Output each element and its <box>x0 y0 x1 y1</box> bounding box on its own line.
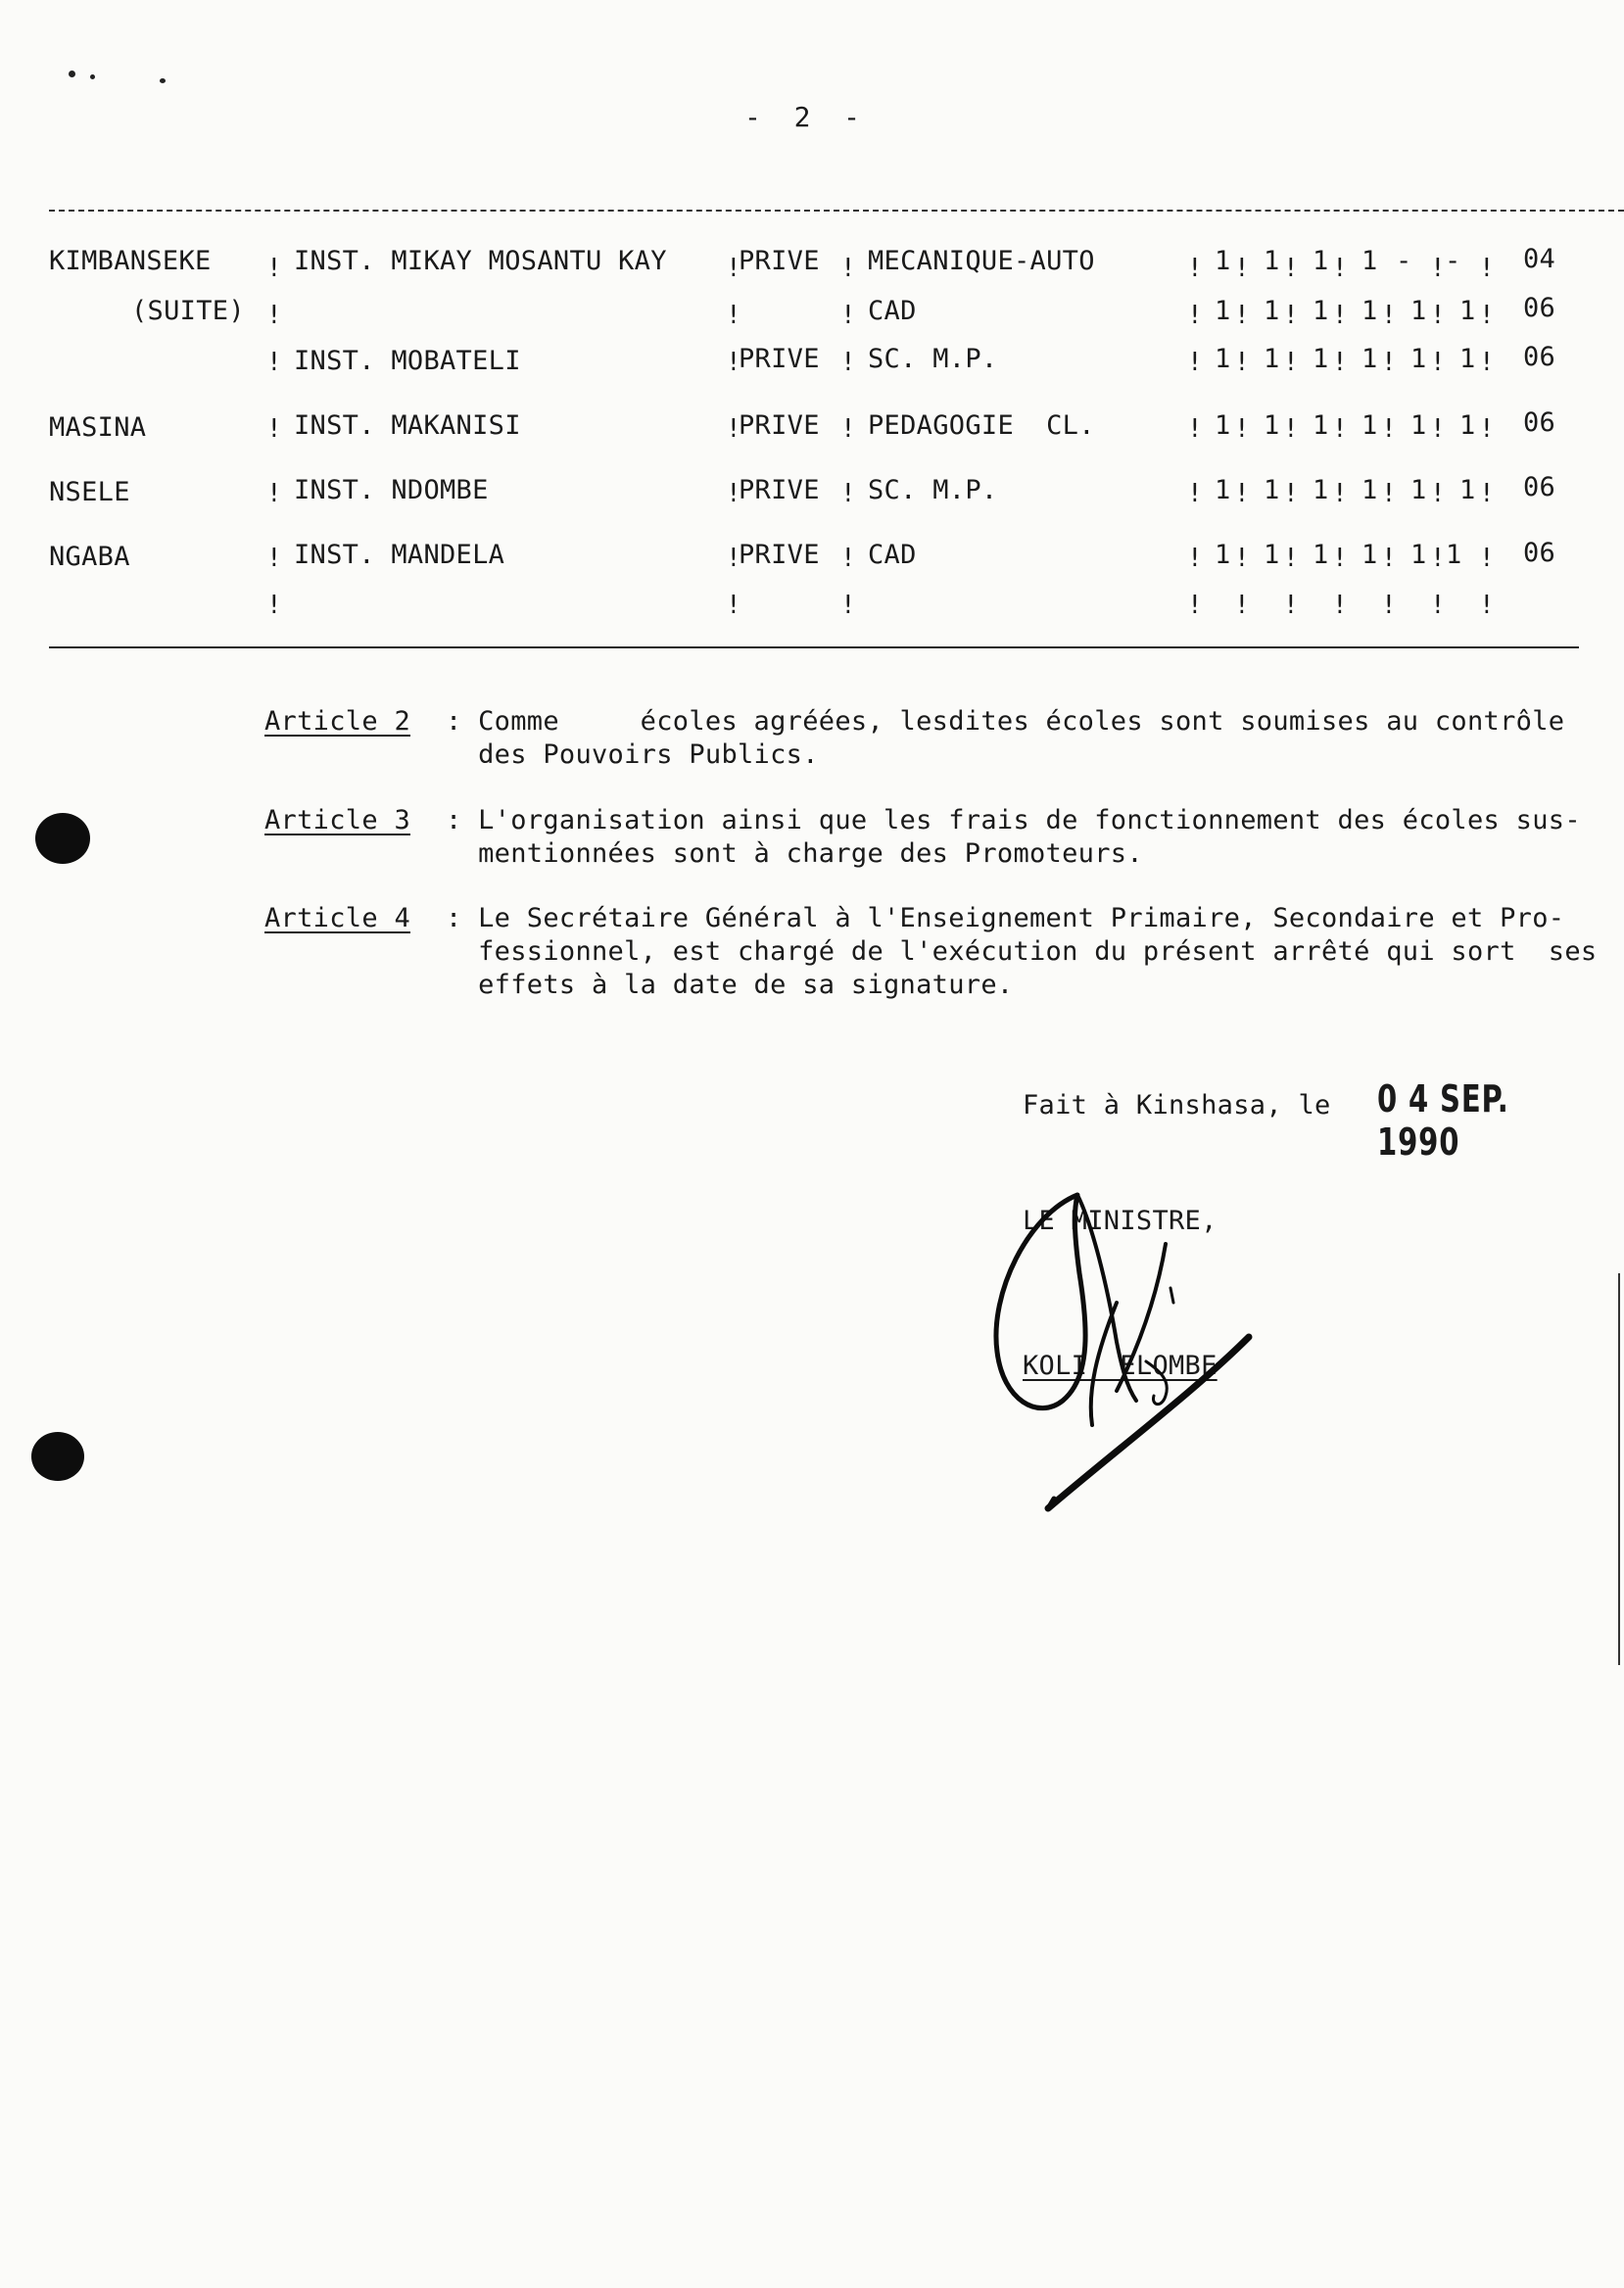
svg-text:!: ! <box>1187 479 1203 508</box>
svg-text:!: ! <box>1430 254 1446 283</box>
svg-text:!: ! <box>1430 479 1446 508</box>
svg-text:!: ! <box>1430 591 1446 620</box>
svg-text:!: ! <box>1332 301 1348 330</box>
svg-text:!: ! <box>1283 544 1299 573</box>
commune-cell: MASINA <box>49 412 147 443</box>
svg-text:!: ! <box>1430 348 1446 377</box>
class-cell: 1 <box>1410 296 1427 326</box>
signature <box>970 1156 1283 1528</box>
class-cell: 1 <box>1410 475 1427 505</box>
svg-text:!: ! <box>1283 254 1299 283</box>
class-cell: 1 <box>1215 246 1231 276</box>
svg-text:!: ! <box>1430 544 1446 573</box>
svg-text:!: ! <box>1187 348 1203 377</box>
svg-text:!: ! <box>726 591 741 620</box>
class-cell: 1 <box>1313 344 1329 374</box>
svg-text:!: ! <box>1332 348 1348 377</box>
schools-table <box>0 0 1624 686</box>
class-cell: 1 <box>1215 296 1231 326</box>
svg-text:!: ! <box>840 544 856 573</box>
class-cell: 1 <box>1410 410 1427 441</box>
class-cell: 1 <box>1361 296 1378 326</box>
svg-text:!: ! <box>266 479 282 508</box>
class-cell: 1 <box>1264 540 1280 570</box>
option-cell: SC. M.P. <box>868 475 998 505</box>
svg-text:!: ! <box>266 301 282 330</box>
status-cell: PRIVE <box>739 410 820 441</box>
svg-text:!: ! <box>1479 348 1495 377</box>
class-cell: 1 <box>1410 344 1427 374</box>
place-line: Fait à Kinshasa, le <box>1023 1090 1331 1120</box>
article-label: Article 3 <box>264 805 410 835</box>
class-cell: 1 <box>1459 410 1476 441</box>
class-cell: 1 <box>1361 246 1378 276</box>
option-cell: MECANIQUE-AUTO <box>868 246 1095 276</box>
class-cell: 1 <box>1215 410 1231 441</box>
school-cell: INST. MIKAY MOSANTU KAY <box>294 246 667 276</box>
svg-text:!: ! <box>1381 591 1397 620</box>
scan-edge-line <box>1618 1273 1620 1665</box>
class-cell: - <box>1396 246 1412 276</box>
option-cell: CAD <box>868 296 917 326</box>
svg-text:!: ! <box>1283 591 1299 620</box>
svg-text:!: ! <box>1332 254 1348 283</box>
class-cell: 1 <box>1313 296 1329 326</box>
svg-text:!: ! <box>1479 544 1495 573</box>
svg-text:!: ! <box>1234 591 1250 620</box>
svg-text:!: ! <box>840 254 856 283</box>
svg-text:!: ! <box>1381 301 1397 330</box>
class-cell: 1 <box>1264 296 1280 326</box>
commune-cell: (SUITE) <box>131 296 245 326</box>
svg-text:!: ! <box>1234 254 1250 283</box>
svg-text:!: ! <box>1234 414 1250 444</box>
commune-cell: NGABA <box>49 542 130 572</box>
minister-name: KOLI ELOMBE <box>1023 1351 1218 1381</box>
svg-text:!: ! <box>1187 414 1203 444</box>
class-cell: 1 <box>1313 475 1329 505</box>
scan-speck <box>69 71 75 77</box>
svg-text:!: ! <box>1381 479 1397 508</box>
option-cell: CAD <box>868 540 917 570</box>
article-line: : L'organisation ainsi que les frais de fonctionnement des écoles sus- <box>446 805 1581 835</box>
total-cell: 06 <box>1523 407 1556 438</box>
svg-text:!: ! <box>266 254 282 283</box>
status-cell: PRIVE <box>739 475 820 505</box>
option-cell: SC. M.P. <box>868 344 998 374</box>
svg-text:!: ! <box>1234 479 1250 508</box>
page-number: - 2 - <box>744 101 861 133</box>
svg-text:!: ! <box>266 591 282 620</box>
svg-text:!: ! <box>840 414 856 444</box>
svg-text:!: ! <box>726 254 741 283</box>
class-cell: 1 <box>1215 344 1231 374</box>
class-cell: 1 <box>1313 246 1329 276</box>
school-cell: INST. MOBATELI <box>294 346 521 376</box>
article-line: : Comme écoles agréées, lesdites écoles sont soumises au contrôle <box>446 706 1565 737</box>
svg-text:!: ! <box>1381 544 1397 573</box>
svg-text:!: ! <box>1283 479 1299 508</box>
article-label: Article 2 <box>264 706 410 737</box>
article-line: mentionnées sont à charge des Promoteurs. <box>446 838 1143 869</box>
svg-text:!: ! <box>266 348 282 377</box>
svg-text:!: ! <box>726 301 741 330</box>
svg-text:!: ! <box>1479 414 1495 444</box>
class-cell: - <box>1445 246 1461 276</box>
class-cell: 1 <box>1459 344 1476 374</box>
class-cell: 1 <box>1459 475 1476 505</box>
status-cell: PRIVE <box>739 344 820 374</box>
svg-text:!: ! <box>840 591 856 620</box>
article-label: Article 4 <box>264 903 410 933</box>
svg-text:!: ! <box>1332 544 1348 573</box>
scan-speck <box>160 78 166 83</box>
svg-text:!: ! <box>266 414 282 444</box>
svg-text:!: ! <box>1187 544 1203 573</box>
class-cell: 1 <box>1313 410 1329 441</box>
class-cell: 1 <box>1264 344 1280 374</box>
svg-text:!: ! <box>1283 301 1299 330</box>
svg-text:!: ! <box>1283 348 1299 377</box>
svg-text:!: ! <box>1234 301 1250 330</box>
school-cell: INST. MAKANISI <box>294 410 521 441</box>
svg-text:!: ! <box>1430 414 1446 444</box>
svg-text:!: ! <box>1234 348 1250 377</box>
commune-cell: NSELE <box>49 477 130 507</box>
option-cell: PEDAGOGIE CL. <box>868 410 1095 441</box>
svg-text:!: ! <box>1430 301 1446 330</box>
svg-text:!: ! <box>840 301 856 330</box>
article-line: fessionnel, est chargé de l'exécution du présent arrêté qui sort ses <box>446 936 1598 967</box>
svg-text:!: ! <box>1332 591 1348 620</box>
svg-text:!: ! <box>1332 414 1348 444</box>
svg-text:!: ! <box>1381 414 1397 444</box>
status-cell: PRIVE <box>739 540 820 570</box>
svg-text:!: ! <box>1479 479 1495 508</box>
svg-text:!: ! <box>726 479 741 508</box>
class-cell: 1 <box>1215 475 1231 505</box>
total-cell: 06 <box>1523 293 1556 323</box>
svg-text:!: ! <box>1479 591 1495 620</box>
class-cell: 1 <box>1215 540 1231 570</box>
minister-title: LE MINISTRE, <box>1023 1206 1218 1236</box>
total-cell: 06 <box>1523 342 1556 372</box>
class-cell: 1 <box>1361 410 1378 441</box>
total-cell: 06 <box>1523 472 1556 502</box>
svg-text:!: ! <box>840 348 856 377</box>
class-cell: 1 <box>1459 296 1476 326</box>
date-stamp: 0 4 SEP. 1990 <box>1377 1077 1509 1164</box>
svg-text:!: ! <box>1234 544 1250 573</box>
school-cell: INST. NDOMBE <box>294 475 489 505</box>
table-bottom-rule <box>49 646 1579 648</box>
svg-text:!: ! <box>1479 254 1495 283</box>
svg-text:!: ! <box>1187 254 1203 283</box>
punch-hole-mark <box>31 1432 84 1481</box>
article-line: : Le Secrétaire Général à l'Enseignement Primaire, Secondaire et Pro- <box>446 903 1565 933</box>
total-cell: 04 <box>1523 244 1556 274</box>
article-line: des Pouvoirs Publics. <box>446 739 819 770</box>
class-cell: 1 <box>1410 540 1427 570</box>
svg-text:!: ! <box>1187 301 1203 330</box>
svg-text:!: ! <box>726 414 741 444</box>
class-cell: 1 <box>1446 540 1462 570</box>
class-cell: 1 <box>1264 246 1280 276</box>
svg-text:!: ! <box>726 544 741 573</box>
svg-text:!: ! <box>726 348 741 377</box>
svg-text:!: ! <box>1332 479 1348 508</box>
svg-text:!: ! <box>1479 301 1495 330</box>
svg-text:!: ! <box>840 479 856 508</box>
svg-text:!: ! <box>1187 591 1203 620</box>
class-cell: 1 <box>1264 475 1280 505</box>
class-cell: 1 <box>1313 540 1329 570</box>
svg-text:!: ! <box>1283 414 1299 444</box>
commune-cell: KIMBANSEKE <box>49 246 212 276</box>
punch-hole-mark <box>35 813 90 864</box>
svg-text:!: ! <box>266 544 282 573</box>
class-cell: 1 <box>1361 344 1378 374</box>
school-cell: INST. MANDELA <box>294 540 505 570</box>
scan-speck <box>90 74 95 79</box>
svg-text:!: ! <box>1381 348 1397 377</box>
status-cell: PRIVE <box>739 246 820 276</box>
class-cell: 1 <box>1361 475 1378 505</box>
total-cell: 06 <box>1523 538 1556 568</box>
article-line: effets à la date de sa signature. <box>446 970 1014 1000</box>
column-separators <box>0 0 1624 627</box>
class-cell: 1 <box>1361 540 1378 570</box>
class-cell: 1 <box>1264 410 1280 441</box>
